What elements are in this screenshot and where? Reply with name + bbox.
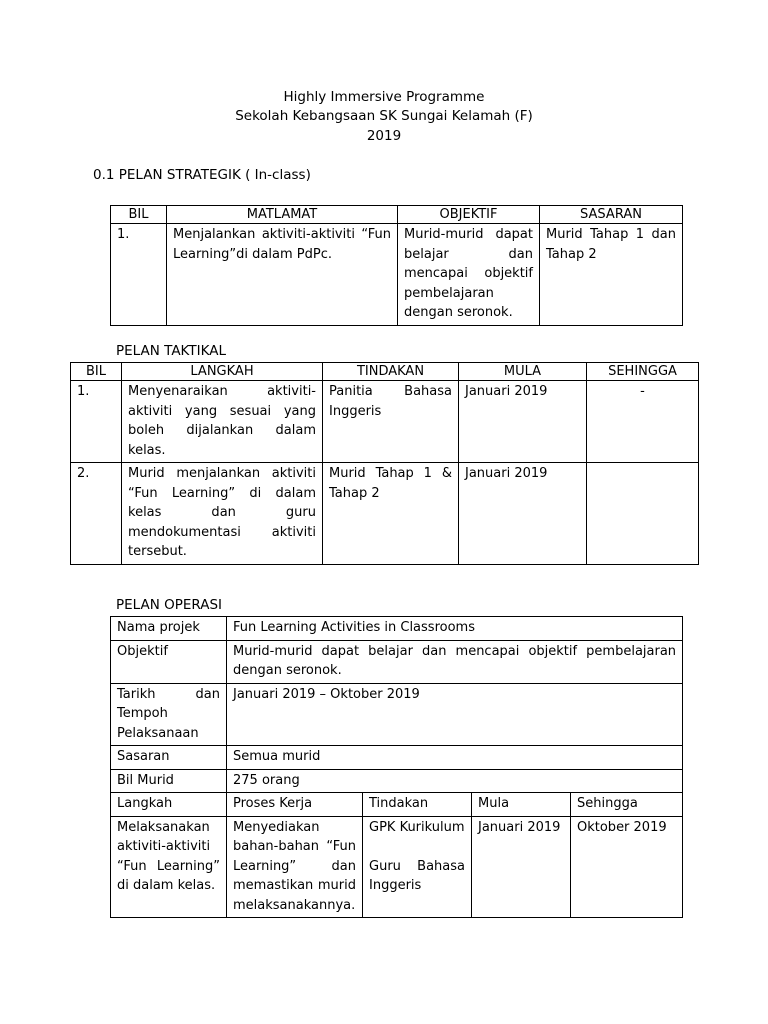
tindakan-cell: Panitia Bahasa Inggeris bbox=[323, 381, 459, 463]
document-year: 2019 bbox=[366, 128, 402, 144]
tindakan-cell: Murid Tahap 1 & Tahap 2 bbox=[323, 463, 459, 565]
objektif-label: Objektif bbox=[111, 640, 227, 683]
column-header: MATLAMAT bbox=[167, 206, 398, 224]
bil-murid-value: 275 orang bbox=[227, 769, 683, 793]
tarikh-label: Tarikh dan Tempoh Pelaksanaan bbox=[111, 683, 227, 746]
column-header: BIL bbox=[71, 363, 122, 381]
table-row bbox=[111, 746, 683, 770]
mula-cell: Januari 2019 bbox=[459, 381, 587, 463]
column-header: BIL bbox=[111, 206, 167, 224]
table-row bbox=[111, 640, 683, 683]
proses-kerja-cell: Menyediakan bahan-bahan “Fun Learning” dan memastikan murid melaksanakannya. bbox=[227, 816, 363, 918]
table-row bbox=[71, 463, 699, 565]
tindakan-cell bbox=[363, 816, 472, 918]
bil-cell: 1. bbox=[71, 381, 122, 463]
sasaran-value: Semua murid bbox=[227, 746, 683, 770]
column-header: SASARAN bbox=[540, 206, 683, 224]
section-title-taktikal: PELAN TAKTIKAL bbox=[116, 343, 226, 359]
document-title: Highly Immersive Programme bbox=[283, 89, 485, 105]
table-row bbox=[111, 224, 683, 326]
column-header: MULA bbox=[459, 363, 587, 381]
table-row bbox=[111, 617, 683, 641]
sehingga-cell: - bbox=[587, 381, 699, 463]
table-header-row bbox=[71, 363, 699, 381]
tindakan-line: Guru Bahasa Inggeris bbox=[369, 858, 465, 893]
sehingga-cell bbox=[587, 463, 699, 565]
tarikh-value: Januari 2019 – Oktober 2019 bbox=[227, 683, 683, 746]
column-header: SEHINGGA bbox=[587, 363, 699, 381]
bil-cell: 2. bbox=[71, 463, 122, 565]
nama-projek-label: Nama projek bbox=[111, 617, 227, 641]
langkah-cell: Murid menjalankan aktiviti “Fun Learning” di dalam kelas dan guru mendokumentasi aktiviti tersebut. bbox=[122, 463, 323, 565]
operasi-table bbox=[110, 616, 683, 918]
bil-cell: 1. bbox=[111, 224, 167, 326]
matlamat-cell: Menjalankan aktiviti-aktiviti “Fun Learning”di dalam PdPc. bbox=[167, 224, 398, 326]
taktikal-table bbox=[70, 362, 699, 565]
sasaran-cell: Murid Tahap 1 dan Tahap 2 bbox=[540, 224, 683, 326]
table-row bbox=[71, 381, 699, 463]
tindakan-line: GPK Kurikulum bbox=[369, 819, 465, 835]
column-header: Mula bbox=[472, 793, 571, 817]
column-header: Sehingga bbox=[571, 793, 683, 817]
nama-projek-value: Fun Learning Activities in Classrooms bbox=[227, 617, 683, 641]
section-title-operasi: PELAN OPERASI bbox=[116, 597, 223, 613]
bil-murid-label: Bil Murid bbox=[111, 769, 227, 793]
objektif-cell: Murid-murid dapat belajar dan mencapai objektif pembelajaran dengan seronok. bbox=[398, 224, 540, 326]
table-header-row bbox=[111, 793, 683, 817]
section-title-strategik: 0.1 PELAN STRATEGIK ( In-class) bbox=[93, 167, 311, 183]
mula-cell: Januari 2019 bbox=[459, 463, 587, 565]
mula-cell: Januari 2019 bbox=[472, 816, 571, 918]
column-header: Langkah bbox=[111, 793, 227, 817]
objektif-value: Murid-murid dapat belajar dan mencapai objektif pembelajaran dengan seronok. bbox=[227, 640, 683, 683]
sasaran-label: Sasaran bbox=[111, 746, 227, 770]
table-row bbox=[111, 769, 683, 793]
column-header: Proses Kerja bbox=[227, 793, 363, 817]
table-row bbox=[111, 683, 683, 746]
column-header: Tindakan bbox=[363, 793, 472, 817]
langkah-cell: Melaksanakan aktiviti-aktiviti “Fun Learning” di dalam kelas. bbox=[111, 816, 227, 918]
column-header: TINDAKAN bbox=[323, 363, 459, 381]
langkah-cell: Menyenaraikan aktiviti-aktiviti yang sesuai yang boleh dijalankan dalam kelas. bbox=[122, 381, 323, 463]
column-header: LANGKAH bbox=[122, 363, 323, 381]
school-name: Sekolah Kebangsaan SK Sungai Kelamah (F) bbox=[235, 108, 533, 124]
sehingga-cell: Oktober 2019 bbox=[571, 816, 683, 918]
table-header-row bbox=[111, 206, 683, 224]
strategik-table bbox=[110, 205, 683, 326]
table-row bbox=[111, 816, 683, 918]
column-header: OBJEKTIF bbox=[398, 206, 540, 224]
